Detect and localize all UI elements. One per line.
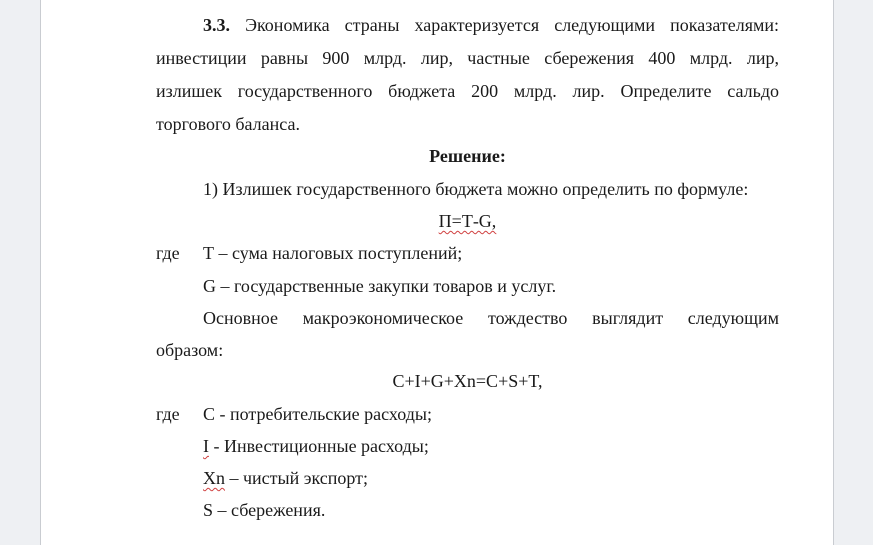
where-label-1: где (156, 243, 180, 263)
definition-g: G – государственные закупки товаров и услуг. (203, 276, 557, 296)
problem-line-2: инвестиции равны 900 млрд. лир, частные сбережения 400 млрд. лир, (156, 48, 779, 68)
definition-i: I - Инвестиционные расходы; (203, 436, 429, 456)
identity-line-2: образом: (156, 340, 224, 360)
page-left-border (40, 0, 41, 545)
definition-t: Т – сума налоговых поступлений; (203, 243, 463, 263)
problem-text-line-1: Экономика страны характеризуется следующими показателями: (245, 15, 780, 35)
definition-xn: Xn – чистый экспорт; (203, 468, 369, 488)
where-label-2: где (156, 404, 180, 424)
identity-line-1: Основное макроэкономическое тождество выглядит следующим (203, 308, 779, 328)
problem-line-1 (203, 14, 779, 36)
budget-formula: П=Т-G, (438, 211, 497, 231)
definition-c: C - потребительские расходы; (203, 404, 432, 424)
step-1-text: 1) Излишек государственного бюджета можно определить по формуле: (203, 179, 749, 199)
left-page-gutter (0, 0, 40, 545)
macro-identity-formula: C+I+G+Xn=C+S+T, (392, 371, 543, 391)
definition-s: S – сбережения. (203, 500, 326, 520)
solution-heading: Решение: (429, 146, 506, 166)
problem-line-3: излишек государственного бюджета 200 млрд. лир. Определите сальдо (156, 81, 779, 101)
right-page-gutter (834, 0, 873, 545)
problem-line-4: торгового баланса. (156, 114, 300, 134)
problem-number: 3.3. (203, 15, 230, 35)
